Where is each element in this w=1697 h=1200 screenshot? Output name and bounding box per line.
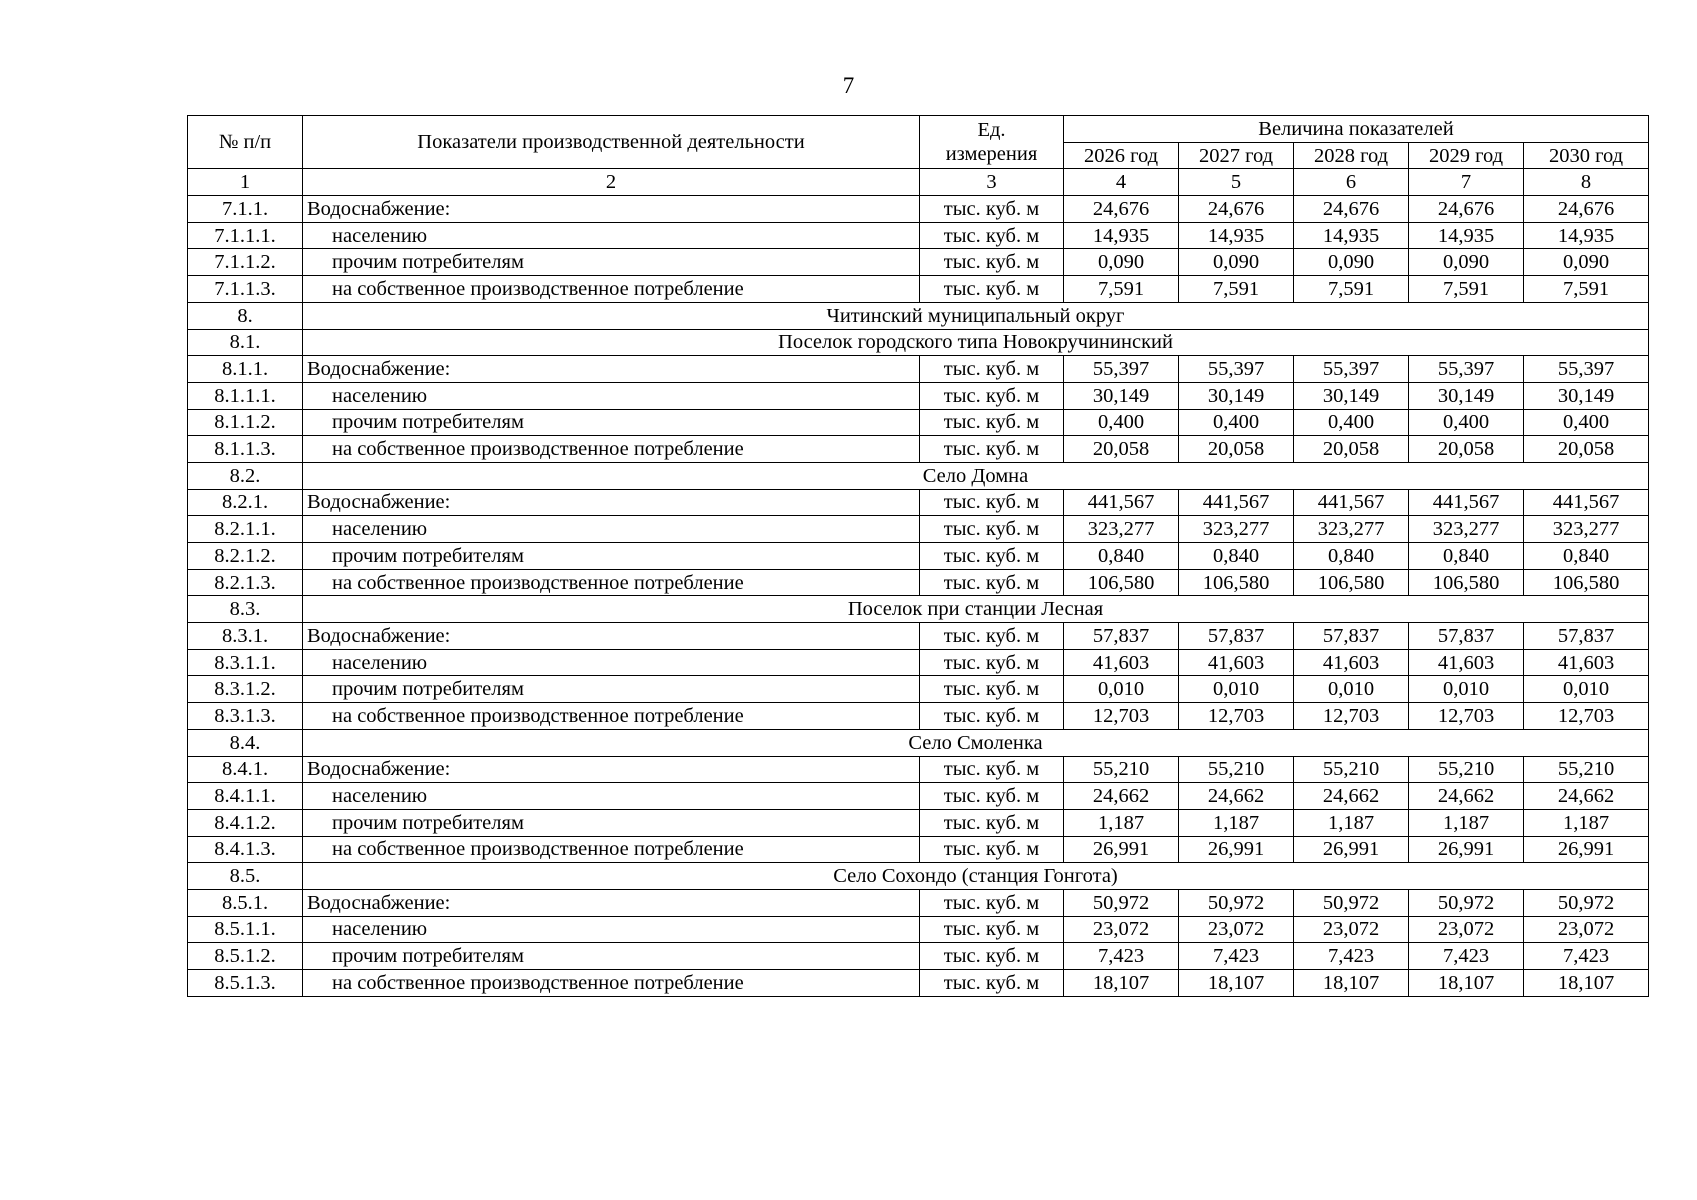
value-cell: 0,400 (1409, 409, 1524, 436)
value-cell: 14,935 (1179, 222, 1294, 249)
value-cell: 14,935 (1064, 222, 1179, 249)
table-row (188, 623, 1649, 650)
unit-cell: тыс. куб. м (920, 436, 1064, 463)
row-number: 8.2.1.2. (188, 543, 303, 570)
indicator-label: прочим потребителям (303, 249, 920, 276)
value-cell: 0,840 (1064, 543, 1179, 570)
indicator-label: Водоснабжение: (303, 889, 920, 916)
indicator-label: населению (303, 222, 920, 249)
value-cell: 24,662 (1179, 783, 1294, 810)
indicator-label: населению (303, 382, 920, 409)
row-number: 8.3.1.3. (188, 703, 303, 730)
value-cell: 55,210 (1409, 756, 1524, 783)
indicator-label: Водоснабжение: (303, 196, 920, 223)
row-number: 8.1.1.3. (188, 436, 303, 463)
page-number: 7 (842, 73, 855, 98)
value-cell: 57,837 (1409, 623, 1524, 650)
table-row (188, 569, 1649, 596)
header-year: 2026 год (1064, 142, 1179, 169)
value-cell: 20,058 (1294, 436, 1409, 463)
indicator-label: Водоснабжение: (303, 356, 920, 383)
value-cell: 24,662 (1409, 783, 1524, 810)
row-number: 7.1.1.2. (188, 249, 303, 276)
row-number: 8.3.1.1. (188, 649, 303, 676)
indicator-label: прочим потребителям (303, 676, 920, 703)
indicator-label: Водоснабжение: (303, 756, 920, 783)
unit-cell: тыс. куб. м (920, 196, 1064, 223)
row-number: 8.4.1.3. (188, 836, 303, 863)
unit-cell: тыс. куб. м (920, 276, 1064, 303)
value-cell: 14,935 (1409, 222, 1524, 249)
unit-cell: тыс. куб. м (920, 623, 1064, 650)
value-cell: 12,703 (1524, 703, 1649, 730)
value-cell: 41,603 (1524, 649, 1649, 676)
value-cell: 55,210 (1294, 756, 1409, 783)
value-cell: 18,107 (1179, 970, 1294, 997)
table-row (188, 436, 1649, 463)
value-cell: 14,935 (1294, 222, 1409, 249)
value-cell: 0,090 (1294, 249, 1409, 276)
value-cell: 30,149 (1524, 382, 1649, 409)
indicator-label: населению (303, 783, 920, 810)
value-cell: 323,277 (1409, 516, 1524, 543)
row-number: 8. (188, 302, 303, 329)
value-cell: 18,107 (1294, 970, 1409, 997)
row-number: 8.2.1.1. (188, 516, 303, 543)
value-cell: 55,397 (1064, 356, 1179, 383)
value-cell: 55,397 (1179, 356, 1294, 383)
value-cell: 0,840 (1179, 543, 1294, 570)
value-cell: 1,187 (1409, 809, 1524, 836)
row-number: 8.5.1.1. (188, 916, 303, 943)
unit-cell: тыс. куб. м (920, 943, 1064, 970)
unit-cell: тыс. куб. м (920, 676, 1064, 703)
table-row (188, 836, 1649, 863)
value-cell: 23,072 (1179, 916, 1294, 943)
value-cell: 30,149 (1409, 382, 1524, 409)
row-number: 8.4.1.1. (188, 783, 303, 810)
indicator-label: Водоснабжение: (303, 623, 920, 650)
value-cell: 24,676 (1294, 196, 1409, 223)
value-cell: 20,058 (1179, 436, 1294, 463)
unit-cell: тыс. куб. м (920, 409, 1064, 436)
value-cell: 24,676 (1409, 196, 1524, 223)
value-cell: 55,210 (1179, 756, 1294, 783)
value-cell: 106,580 (1064, 569, 1179, 596)
indicator-label: на собственное производственное потребление (303, 970, 920, 997)
section-row (188, 329, 1649, 356)
value-cell: 55,210 (1524, 756, 1649, 783)
value-cell: 0,840 (1294, 543, 1409, 570)
unit-cell: тыс. куб. м (920, 703, 1064, 730)
header-row-1 (188, 116, 1649, 143)
value-cell: 0,400 (1179, 409, 1294, 436)
value-cell: 106,580 (1179, 569, 1294, 596)
value-cell: 18,107 (1524, 970, 1649, 997)
value-cell: 323,277 (1064, 516, 1179, 543)
value-cell: 23,072 (1409, 916, 1524, 943)
value-cell: 0,400 (1064, 409, 1179, 436)
value-cell: 1,187 (1179, 809, 1294, 836)
unit-cell: тыс. куб. м (920, 382, 1064, 409)
value-cell: 0,010 (1294, 676, 1409, 703)
table-row (188, 970, 1649, 997)
row-number: 8.4.1.2. (188, 809, 303, 836)
value-cell: 41,603 (1179, 649, 1294, 676)
indicator-label: прочим потребителям (303, 409, 920, 436)
unit-cell: тыс. куб. м (920, 249, 1064, 276)
indicator-label: на собственное производственное потребление (303, 436, 920, 463)
value-cell: 50,972 (1294, 889, 1409, 916)
value-cell: 24,662 (1064, 783, 1179, 810)
row-number: 8.4. (188, 729, 303, 756)
value-cell: 7,423 (1409, 943, 1524, 970)
table-row (188, 489, 1649, 516)
value-cell: 441,567 (1294, 489, 1409, 516)
value-cell: 30,149 (1179, 382, 1294, 409)
table-row (188, 676, 1649, 703)
value-cell: 12,703 (1409, 703, 1524, 730)
value-cell: 0,010 (1409, 676, 1524, 703)
value-cell: 57,837 (1064, 623, 1179, 650)
header-row-column-numbers (188, 169, 1649, 196)
section-title: Село Смоленка (303, 729, 1649, 756)
unit-cell: тыс. куб. м (920, 889, 1064, 916)
table-row (188, 809, 1649, 836)
value-cell: 20,058 (1064, 436, 1179, 463)
value-cell: 23,072 (1294, 916, 1409, 943)
column-number: 2 (303, 169, 920, 196)
column-number: 7 (1409, 169, 1524, 196)
header-year: 2029 год (1409, 142, 1524, 169)
value-cell: 41,603 (1409, 649, 1524, 676)
unit-cell: тыс. куб. м (920, 569, 1064, 596)
row-number: 8.1. (188, 329, 303, 356)
row-number: 7.1.1.1. (188, 222, 303, 249)
section-row (188, 596, 1649, 623)
unit-cell: тыс. куб. м (920, 649, 1064, 676)
table-row (188, 196, 1649, 223)
value-cell: 0,010 (1524, 676, 1649, 703)
value-cell: 7,423 (1294, 943, 1409, 970)
table-row (188, 916, 1649, 943)
column-number: 8 (1524, 169, 1649, 196)
value-cell: 26,991 (1409, 836, 1524, 863)
row-number: 8.2.1. (188, 489, 303, 516)
value-cell: 20,058 (1524, 436, 1649, 463)
table-row (188, 943, 1649, 970)
column-number: 6 (1294, 169, 1409, 196)
header-unit-line1: Ед. (977, 119, 1006, 142)
value-cell: 323,277 (1179, 516, 1294, 543)
unit-cell: тыс. куб. м (920, 543, 1064, 570)
row-number: 7.1.1. (188, 196, 303, 223)
column-number: 5 (1179, 169, 1294, 196)
value-cell: 0,090 (1409, 249, 1524, 276)
section-title: Читинский муниципальный округ (303, 302, 1649, 329)
row-number: 8.3. (188, 596, 303, 623)
header-year: 2028 год (1294, 142, 1409, 169)
value-cell: 0,840 (1524, 543, 1649, 570)
value-cell: 24,662 (1524, 783, 1649, 810)
indicator-label: прочим потребителям (303, 543, 920, 570)
row-number: 8.5.1.3. (188, 970, 303, 997)
table-row (188, 756, 1649, 783)
value-cell: 41,603 (1294, 649, 1409, 676)
value-cell: 24,676 (1064, 196, 1179, 223)
indicator-label: прочим потребителям (303, 809, 920, 836)
value-cell: 7,591 (1294, 276, 1409, 303)
indicator-label: населению (303, 649, 920, 676)
indicator-label: населению (303, 516, 920, 543)
value-cell: 0,010 (1179, 676, 1294, 703)
value-cell: 12,703 (1064, 703, 1179, 730)
unit-cell: тыс. куб. м (920, 970, 1064, 997)
unit-cell: тыс. куб. м (920, 809, 1064, 836)
section-title: Село Домна (303, 462, 1649, 489)
row-number: 8.2. (188, 462, 303, 489)
value-cell: 441,567 (1064, 489, 1179, 516)
value-cell: 106,580 (1294, 569, 1409, 596)
value-cell: 55,397 (1409, 356, 1524, 383)
value-cell: 0,400 (1294, 409, 1409, 436)
row-number: 8.3.1. (188, 623, 303, 650)
section-row (188, 729, 1649, 756)
row-number: 8.5. (188, 863, 303, 890)
header-unit-line2: измерения (945, 143, 1038, 166)
value-cell: 26,991 (1294, 836, 1409, 863)
row-number: 8.1.1.1. (188, 382, 303, 409)
value-cell: 0,840 (1409, 543, 1524, 570)
value-cell: 106,580 (1409, 569, 1524, 596)
value-cell: 7,423 (1524, 943, 1649, 970)
value-cell: 26,991 (1064, 836, 1179, 863)
table-row (188, 249, 1649, 276)
row-number: 8.2.1.3. (188, 569, 303, 596)
table-header (188, 116, 1649, 196)
value-cell: 23,072 (1064, 916, 1179, 943)
value-cell: 50,972 (1179, 889, 1294, 916)
row-number: 8.5.1. (188, 889, 303, 916)
value-cell: 7,591 (1524, 276, 1649, 303)
column-number: 3 (920, 169, 1064, 196)
value-cell: 18,107 (1064, 970, 1179, 997)
row-number: 8.4.1. (188, 756, 303, 783)
value-cell: 55,210 (1064, 756, 1179, 783)
value-cell: 0,090 (1179, 249, 1294, 276)
value-cell: 55,397 (1294, 356, 1409, 383)
table-row (188, 516, 1649, 543)
column-number: 1 (188, 169, 303, 196)
unit-cell: тыс. куб. м (920, 516, 1064, 543)
value-cell: 24,676 (1179, 196, 1294, 223)
value-cell: 50,972 (1409, 889, 1524, 916)
table-row (188, 409, 1649, 436)
table-row (188, 889, 1649, 916)
unit-cell: тыс. куб. м (920, 222, 1064, 249)
unit-cell: тыс. куб. м (920, 836, 1064, 863)
section-title: Село Сохондо (станция Гонгота) (303, 863, 1649, 890)
value-cell: 0,010 (1064, 676, 1179, 703)
value-cell: 1,187 (1294, 809, 1409, 836)
value-cell: 41,603 (1064, 649, 1179, 676)
value-cell: 57,837 (1179, 623, 1294, 650)
table-row (188, 276, 1649, 303)
value-cell: 0,090 (1524, 249, 1649, 276)
section-title: Поселок городского типа Новокручининский (303, 329, 1649, 356)
indicator-label: на собственное производственное потребление (303, 836, 920, 863)
row-number: 8.1.1. (188, 356, 303, 383)
table-row (188, 703, 1649, 730)
unit-cell: тыс. куб. м (920, 916, 1064, 943)
value-cell: 323,277 (1524, 516, 1649, 543)
unit-cell: тыс. куб. м (920, 356, 1064, 383)
value-cell: 23,072 (1524, 916, 1649, 943)
header-num: № п/п (188, 116, 303, 169)
indicator-label: Водоснабжение: (303, 489, 920, 516)
section-row (188, 462, 1649, 489)
value-cell: 14,935 (1524, 222, 1649, 249)
value-cell: 441,567 (1409, 489, 1524, 516)
value-cell: 24,662 (1294, 783, 1409, 810)
indicators-table (187, 115, 1649, 997)
table-row (188, 783, 1649, 810)
table-row (188, 222, 1649, 249)
value-cell: 57,837 (1294, 623, 1409, 650)
value-cell: 1,187 (1064, 809, 1179, 836)
value-cell: 12,703 (1294, 703, 1409, 730)
value-cell: 26,991 (1179, 836, 1294, 863)
unit-cell: тыс. куб. м (920, 489, 1064, 516)
value-cell: 1,187 (1524, 809, 1649, 836)
value-cell: 57,837 (1524, 623, 1649, 650)
unit-cell: тыс. куб. м (920, 756, 1064, 783)
value-cell: 7,423 (1064, 943, 1179, 970)
header-indicator: Показатели производственной деятельности (303, 116, 920, 169)
unit-cell: тыс. куб. м (920, 783, 1064, 810)
header-year: 2030 год (1524, 142, 1649, 169)
row-number: 8.1.1.2. (188, 409, 303, 436)
value-cell: 7,591 (1064, 276, 1179, 303)
section-row (188, 302, 1649, 329)
section-row (188, 863, 1649, 890)
value-cell: 441,567 (1524, 489, 1649, 516)
value-cell: 0,090 (1064, 249, 1179, 276)
row-number: 8.3.1.2. (188, 676, 303, 703)
value-cell: 18,107 (1409, 970, 1524, 997)
row-number: 7.1.1.3. (188, 276, 303, 303)
value-cell: 7,591 (1179, 276, 1294, 303)
indicator-label: на собственное производственное потребление (303, 569, 920, 596)
value-cell: 26,991 (1524, 836, 1649, 863)
indicator-label: на собственное производственное потребление (303, 703, 920, 730)
value-cell: 30,149 (1064, 382, 1179, 409)
value-cell: 323,277 (1294, 516, 1409, 543)
indicator-label: населению (303, 916, 920, 943)
value-cell: 50,972 (1524, 889, 1649, 916)
table-row (188, 382, 1649, 409)
column-number: 4 (1064, 169, 1179, 196)
value-cell: 0,400 (1524, 409, 1649, 436)
section-title: Поселок при станции Лесная (303, 596, 1649, 623)
header-values-group: Величина показателей (1064, 116, 1649, 143)
value-cell: 106,580 (1524, 569, 1649, 596)
table-row (188, 543, 1649, 570)
value-cell: 55,397 (1524, 356, 1649, 383)
value-cell: 24,676 (1524, 196, 1649, 223)
value-cell: 441,567 (1179, 489, 1294, 516)
value-cell: 7,423 (1179, 943, 1294, 970)
header-year: 2027 год (1179, 142, 1294, 169)
value-cell: 20,058 (1409, 436, 1524, 463)
table-row (188, 649, 1649, 676)
value-cell: 12,703 (1179, 703, 1294, 730)
indicator-label: на собственное производственное потребление (303, 276, 920, 303)
table-body (188, 196, 1649, 997)
value-cell: 30,149 (1294, 382, 1409, 409)
row-number: 8.5.1.2. (188, 943, 303, 970)
header-unit (920, 116, 1064, 169)
indicator-label: прочим потребителям (303, 943, 920, 970)
value-cell: 7,591 (1409, 276, 1524, 303)
table-row (188, 356, 1649, 383)
value-cell: 50,972 (1064, 889, 1179, 916)
